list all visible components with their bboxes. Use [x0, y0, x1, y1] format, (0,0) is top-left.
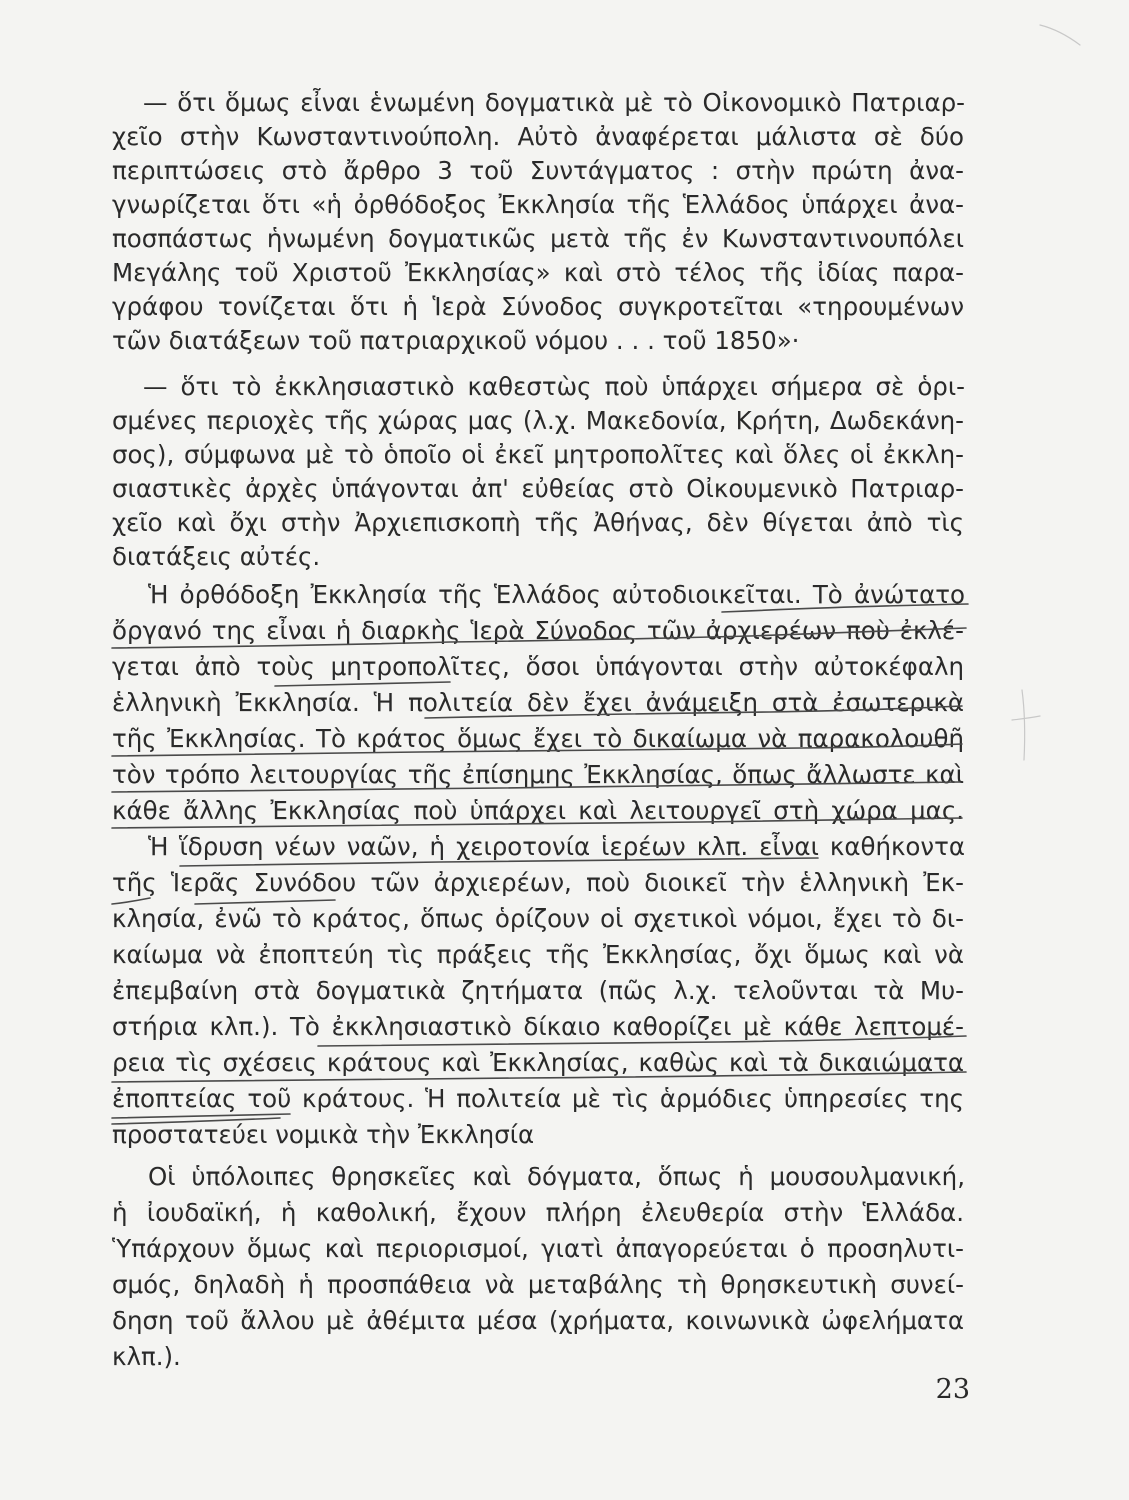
text-line: Ὑπάρχουν ὅμως καὶ περιορισμοί, γιατὶ ἀπαγορεύεται ὁ προσηλυτι-	[112, 1234, 964, 1263]
text-line: δηση τοῦ ἄλλου μὲ ἀθέμιτα μέσα (χρήματα, κοινωνικὰ ὠφελήματα	[112, 1306, 964, 1335]
text-line: — ὅτι ὅμως εἶναι ἑνωμένη δογματικὰ μὲ τὸ Οἰκονομικὸ Πατριαρ-	[143, 88, 965, 117]
text-line: — ὅτι τὸ ἐκκλησιαστικὸ καθεστὼς ποὺ ὑπάρχει σήμερα σὲ ὁρι-	[143, 372, 965, 401]
text-line: χεῖο στὴν Κωνσταντινούπολη. Αὐτὸ ἀναφέρεται μάλιστα σὲ δύο	[112, 122, 964, 151]
text-line: ἐπεμβαίνη στὰ δογματικὰ ζητήματα (πῶς λ.χ. τελοῦνται τὰ Μυ-	[112, 976, 964, 1005]
text-line: ρεια τὶς σχέσεις κράτους καὶ Ἐκκλησίας, καθὼς καὶ τὰ δικαιώματα	[112, 1048, 964, 1077]
text-line: κλησία, ἐνῶ τὸ κράτος, ὅπως ὁρίζουν οἱ σχετικοὶ νόμοι, ἔχει τὸ δι-	[112, 904, 964, 933]
text-line: προστατεύει νομικὰ τὴν Ἐκκλησία	[112, 1120, 535, 1149]
text-line: σμός, δηλαδὴ ἡ προσπάθεια νὰ μεταβάλης τὴ θρησκευτικὴ συνεί-	[112, 1270, 964, 1299]
text-line: ἡ ἰουδαϊκή, ἡ καθολική, ἔχουν πλήρη ἐλευθερία στὴν Ἑλλάδα.	[112, 1198, 964, 1227]
text-line: ἐποπτείας τοῦ κράτους. Ἡ πολιτεία μὲ τὶς ἁρμόδιες ὑπηρεσίες της	[112, 1084, 964, 1113]
text-line: τὸν τρόπο λειτουργίας τῆς ἐπίσημης Ἐκκλησίας, ὅπως ἄλλωστε καὶ	[112, 760, 964, 789]
text-line: κάθε ἄλλης Ἐκκλησίας ποὺ ὑπάρχει καὶ λειτουργεῖ στὴ χώρα μας.	[112, 796, 964, 825]
text-line: ὄργανό της εἶναι ἡ διαρκὴς Ἱερὰ Σύνοδος τῶν ἀρχιερέων ποὺ ἐκλέ-	[112, 616, 964, 645]
text-line: ἑλληνικὴ Ἐκκλησία. Ἡ πολιτεία δὲν ἔχει ἀνάμειξη στὰ ἐσωτερικὰ	[112, 688, 964, 717]
text-line: Μεγάλης τοῦ Χριστοῦ Ἐκκλησίας» καὶ στὸ τέλος τῆς ἰδίας παρα-	[112, 258, 964, 287]
text-line: τῶν διατάξεων τοῦ πατριαρχικοῦ νόμου . . . τοῦ 1850»·	[112, 326, 800, 355]
text-line: σιαστικὲς ἀρχὲς ὑπάγονται ἀπ' εὐθείας στὸ Οἰκουμενικὸ Πατριαρ-	[112, 474, 964, 503]
text-line: σμένες περιοχὲς τῆς χώρας μας (λ.χ. Μακεδονία, Κρήτη, Δωδεκάνη-	[112, 406, 964, 435]
text-line: σος), σύμφωνα μὲ τὸ ὁποῖο οἱ ἐκεῖ μητροπολῖτες καὶ ὅλες οἱ ἐκκλη-	[112, 440, 964, 469]
text-line: γνωρίζεται ὅτι «ἡ ὀρθόδοξος Ἐκκλησία τῆς Ἑλλάδος ὑπάρχει ἀνα-	[112, 190, 964, 219]
text-line: ποσπάστως ἡνωμένη δογματικῶς μετὰ τῆς ἐν Κωνσταντινουπόλει	[112, 224, 964, 253]
text-line: διατάξεις αὐτές.	[112, 542, 321, 571]
text-line: στήρια κλπ.). Τὸ ἐκκλησιαστικὸ δίκαιο καθορίζει μὲ κάθε λεπτομέ-	[112, 1012, 964, 1041]
text-line: γεται ἀπὸ τοὺς μητροπολῖτες, ὅσοι ὑπάγονται στὴν αὐτοκέφαλη	[112, 652, 964, 681]
text-line: κλπ.).	[112, 1342, 181, 1371]
text-line: καίωμα νὰ ἐποπτεύη τὶς πράξεις τῆς Ἐκκλησίας, ὄχι ὅμως καὶ νὰ	[112, 940, 964, 969]
text-line: Οἱ ὑπόλοιπες θρησκεῖες καὶ δόγματα, ὅπως ἡ μουσουλμανική,	[148, 1162, 965, 1191]
text-line: τῆς Ἐκκλησίας. Τὸ κράτος ὅμως ἔχει τὸ δικαίωμα νὰ παρακολουθῆ	[112, 724, 964, 753]
page-number: 23	[935, 1374, 970, 1405]
text-line: Ἡ ἵδρυση νέων ναῶν, ἡ χειροτονία ἱερέων κλπ. εἶναι καθήκοντα	[148, 832, 965, 861]
text-line: χεῖο καὶ ὄχι στὴν Ἀρχιεπισκοπὴ τῆς Ἀθήνας, δὲν θίγεται ἀπὸ τὶς	[112, 508, 964, 537]
text-line: γράφου τονίζεται ὅτι ἡ Ἱερὰ Σύνοδος συγκροτεῖται «τηρουμένων	[112, 292, 964, 321]
text-line: Ἡ ὀρθόδοξη Ἐκκλησία τῆς Ἑλλάδος αὐτοδιοικεῖται. Τὸ ἀνώτατο	[148, 580, 965, 609]
text-line: περιπτώσεις στὸ ἄρθρο 3 τοῦ Συντάγματος : στὴν πρώτη ἀνα-	[112, 156, 964, 185]
text-line: τῆς Ἱερᾶς Συνόδου τῶν ἀρχιερέων, ποὺ διοικεῖ τὴν ἑλληνικὴ Ἐκ-	[112, 868, 964, 897]
